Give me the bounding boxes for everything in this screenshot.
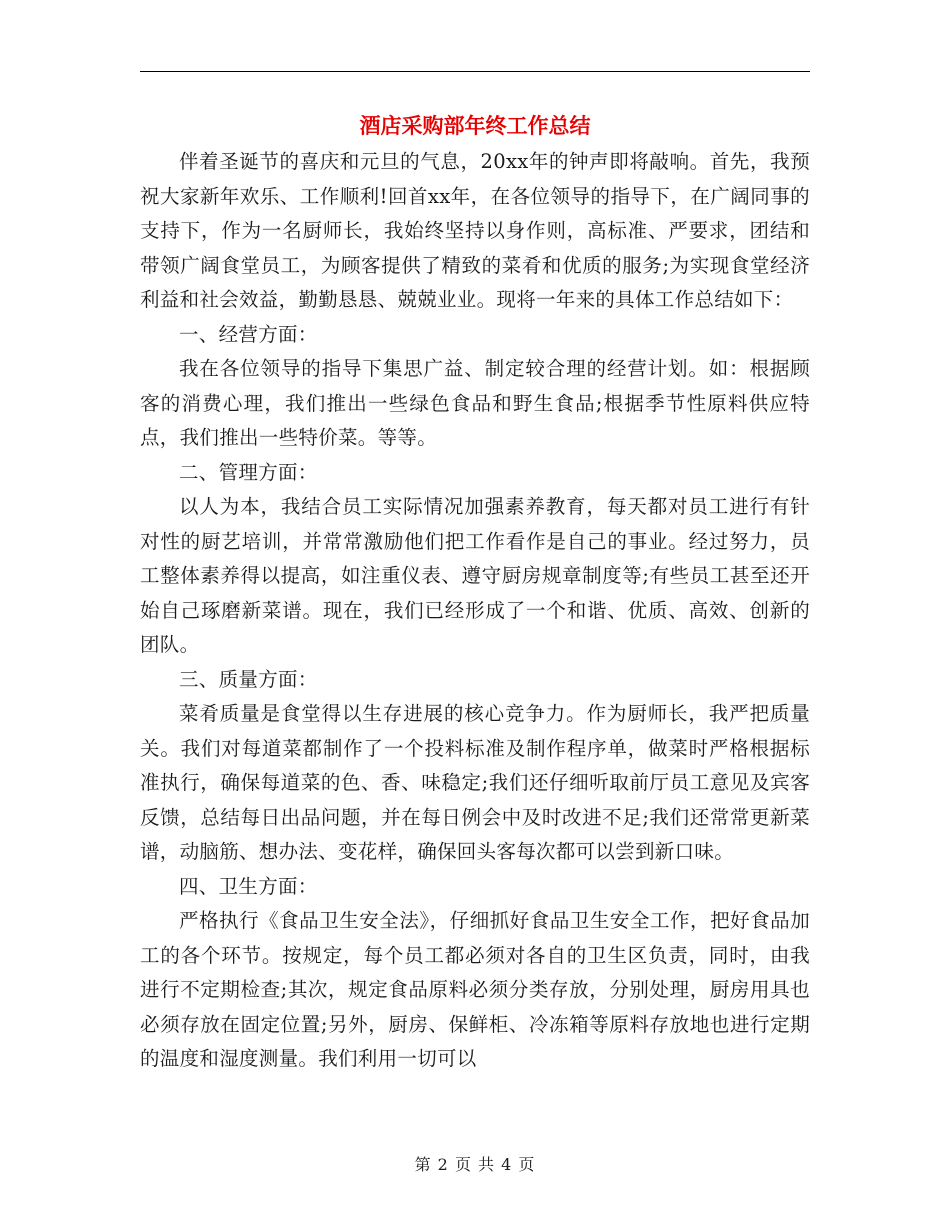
page-number-footer: 第 2 页 共 4 页 — [414, 1155, 536, 1174]
header-rule — [140, 71, 810, 72]
document-body — [140, 145, 810, 1077]
paragraph-management: 以人为本，我结合员工实际情况加强素养教育，每天都对员工进行有针对性的厨艺培训，并常常激励他们把工作看作是自己的事业。经过努力，员工整体素养得以提高，如注重仪表、遵守厨房规章制度等;有些员工甚至还开始自己琢磨新菜谱。现在，我们已经形成了一个和谐、优质、高效、创新的团队。 — [140, 495, 810, 656]
paragraph-hygiene: 严格执行《食品卫生安全法》，仔细抓好食品卫生安全工作，把好食品加工的各个环节。按规定，每个员工都必须对各自的卫生区负责，同时，由我进行不定期检查;其次，规定食品原料必须分类存放，分别处理，厨房用具也必须存放在固定位置;另外，厨房、保鲜柜、冷冻箱等原料存放地也进行定期的温度和湿度测量。我们利用一切可以 — [140, 909, 810, 1070]
paragraph-quality: 菜肴质量是食堂得以生存进展的核心竞争力。作为厨师长，我严把质量关。我们对每道菜都制作了一个投料标准及制作程序单，做菜时严格根据标准执行，确保每道菜的色、香、味稳定;我们还仔细听取前厅员工意见及宾客反馈，总结每日出品问题，并在每日例会中及时改进不足;我们还常常更新菜谱，动脑筋、想办法、变花样，确保回头客每次都可以尝到新口味。 — [140, 702, 810, 863]
section-heading-operations: 一、经营方面： — [179, 322, 318, 346]
paragraph-intro: 伴着圣诞节的喜庆和元旦的气息，20xx年的钟声即将敲响。首先，我预祝大家新年欢乐、工作顺利!回首xx年，在各位领导的指导下，在广阔同事的支持下，作为一名厨师长，我始终坚持以身作则，高标准、严要求，团结和带领广阔食堂员工，为顾客提供了精致的菜肴和优质的服务;为实现食堂经济利益和社会效益，勤勤恳恳、兢兢业业。现将一年来的具体工作总结如下： — [140, 150, 810, 311]
document-title: 酒店采购部年终工作总结 — [359, 113, 591, 138]
section-heading-management: 二、管理方面： — [179, 460, 318, 484]
section-heading-quality: 三、质量方面： — [179, 667, 318, 691]
paragraph-operations: 我在各位领导的指导下集思广益、制定较合理的经营计划。如：根据顾客的消费心理，我们推出一些绿色食品和野生食品;根据季节性原料供应特点，我们推出一些特价菜。等等。 — [140, 357, 810, 449]
section-heading-hygiene: 四、卫生方面： — [179, 874, 318, 898]
